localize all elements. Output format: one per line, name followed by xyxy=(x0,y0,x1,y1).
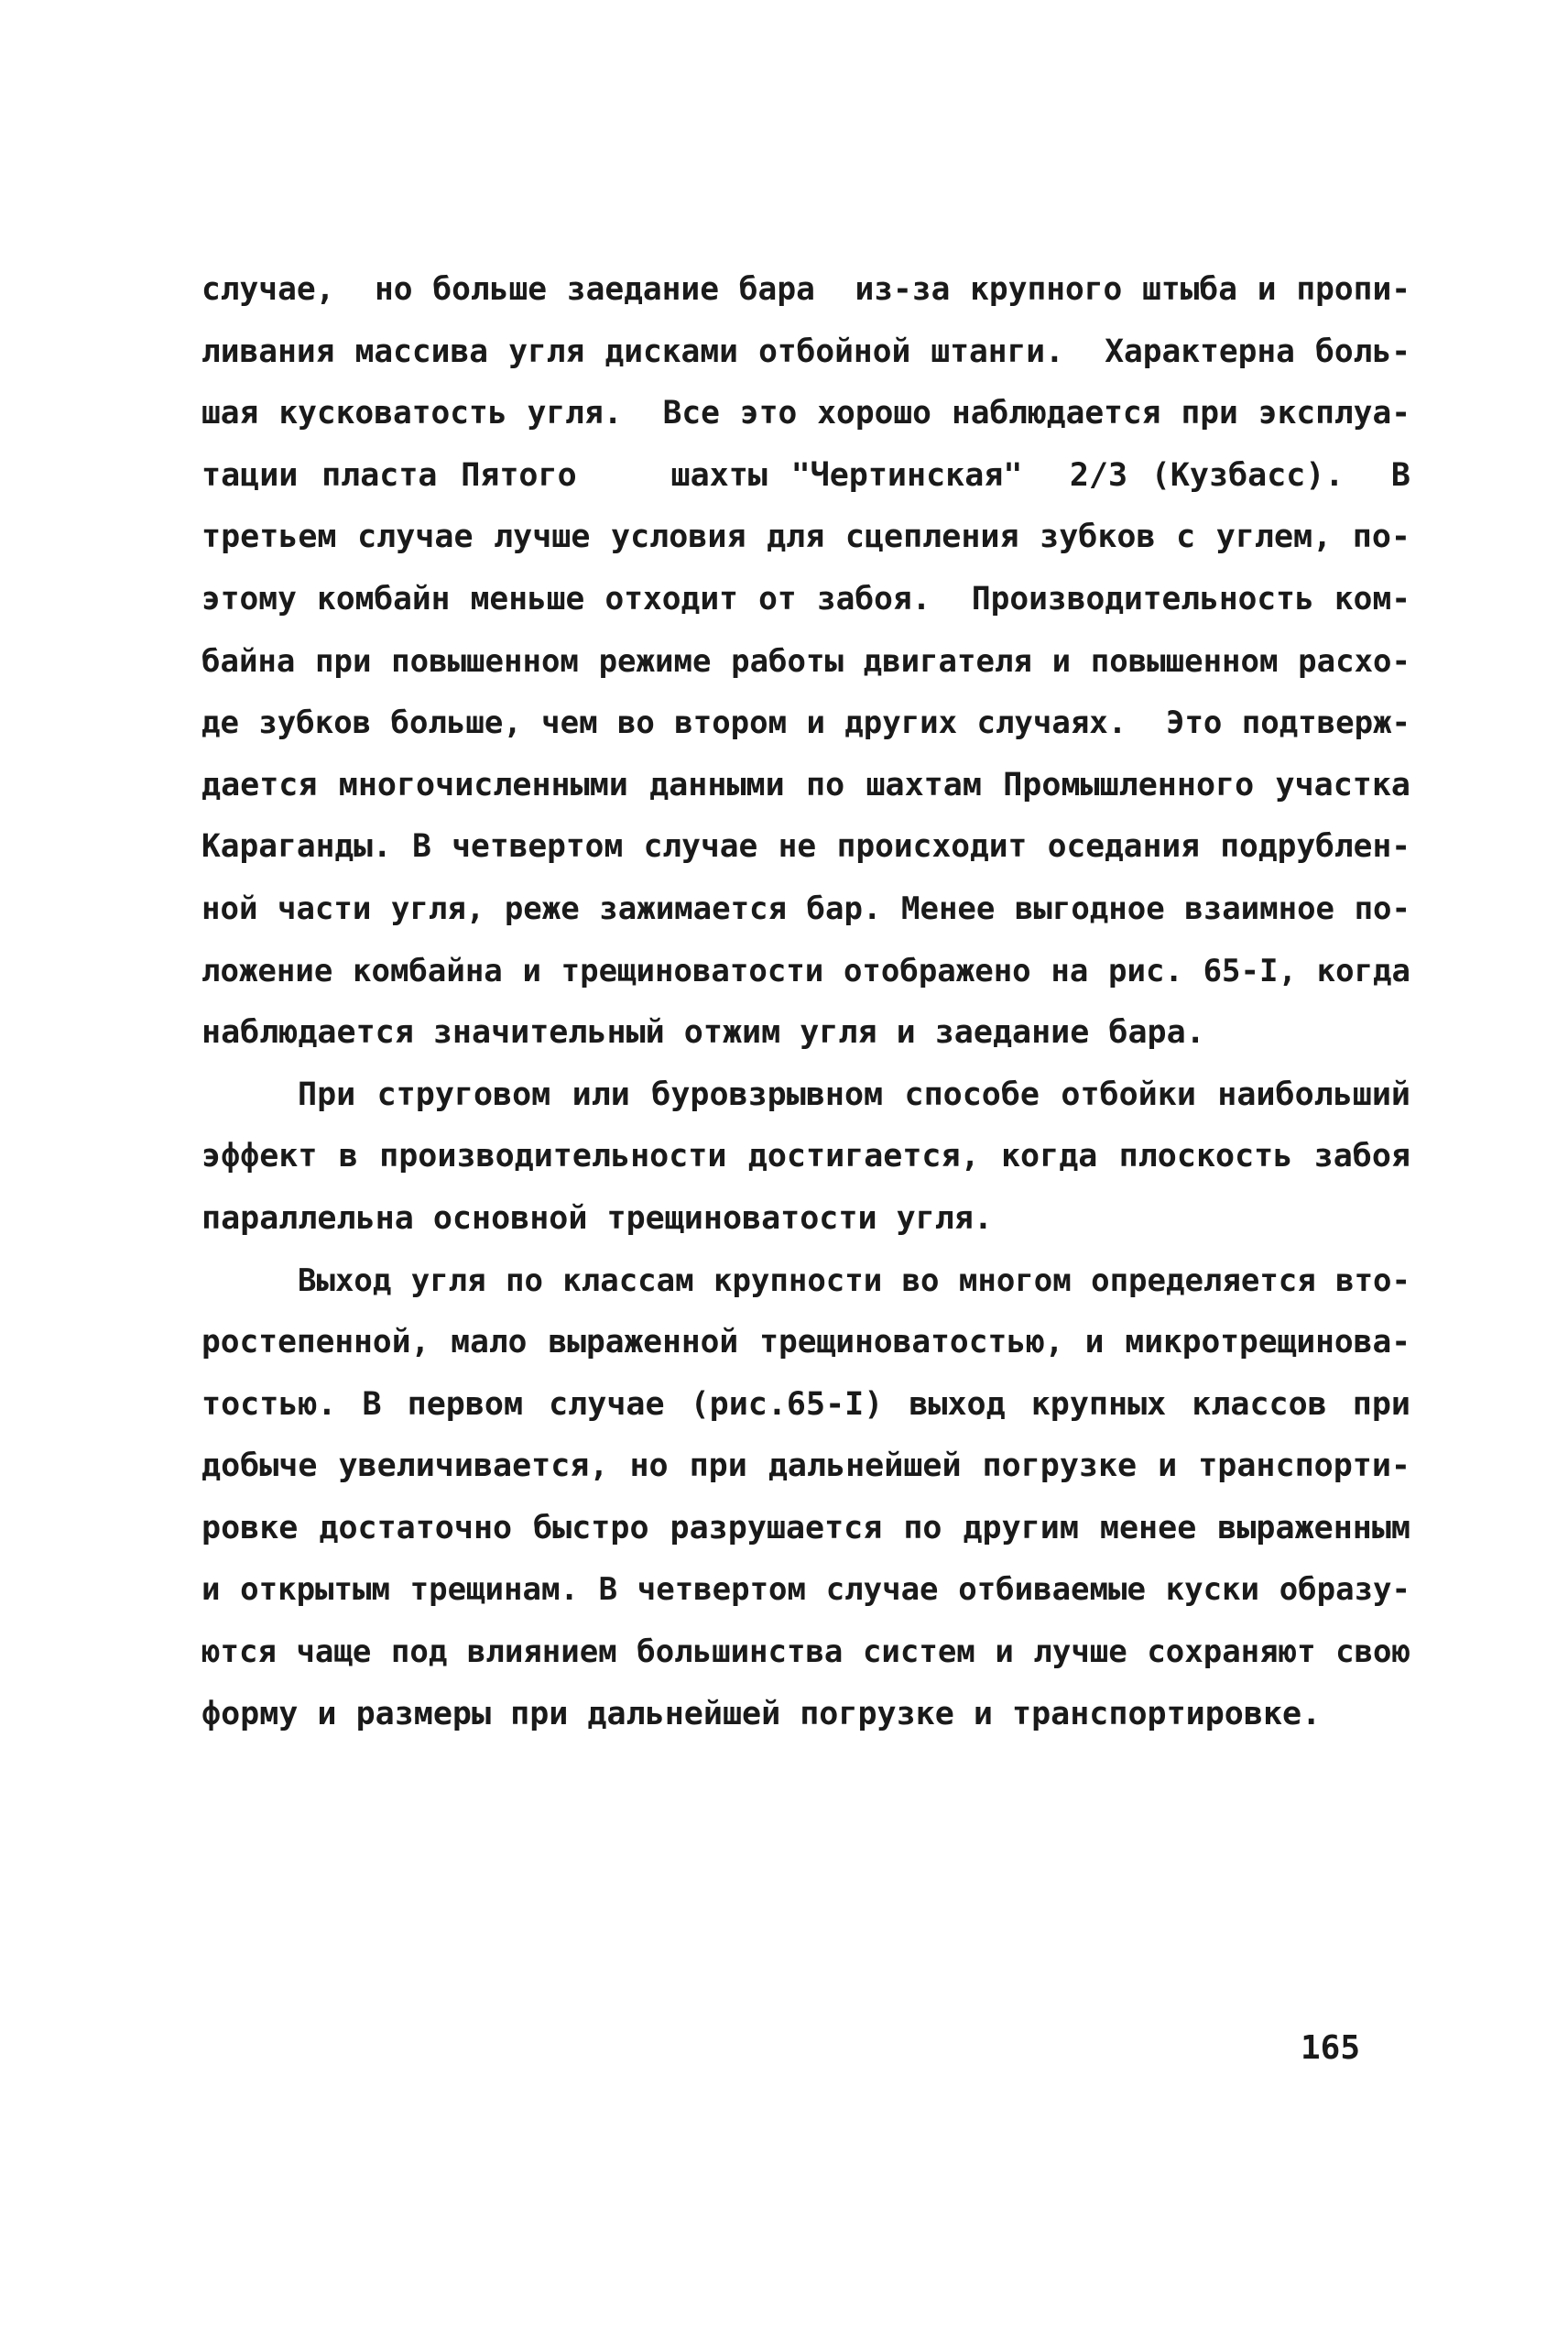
text-line: тостью. В первом случае (рис.65-I) выход крупных классов при xyxy=(201,1385,1410,1423)
text-line: добыче увеличивается, но при дальнейшей погрузке и транспорти- xyxy=(201,1448,1410,1485)
text-line: де зубков больше, чем во втором и других случаях. Это подтверж- xyxy=(201,705,1410,742)
text-line: ной части угля, реже зажимается бар. Менее выгодное взаимное по- xyxy=(201,890,1410,927)
text-line: шая кусковатость угля. Все это хорошо наблюдается при эксплуа- xyxy=(201,395,1410,432)
text-line: тации пласта Пятого шахты "Чертинская" 2/3 (Кузбасс). В xyxy=(201,456,1410,494)
text-line: эффект в производительности достигается, когда плоскость забоя xyxy=(201,1138,1410,1175)
paragraph xyxy=(201,259,1410,1065)
text-line: наблюдается значительный отжим угля и заедание бара. xyxy=(201,1014,1205,1052)
text-line: Караганды. В четвертом случае не происходит оседания подрублен- xyxy=(201,828,1410,866)
body-text xyxy=(201,259,1410,1745)
text-line: байна при повышенном режиме работы двигателя и повышенном расхо- xyxy=(201,642,1410,680)
text-line: третьем случае лучше условия для сцепления зубков с углем, по- xyxy=(201,519,1410,556)
text-line: дается многочисленными данными по шахтам Промышленного участка xyxy=(201,766,1410,803)
text-line: случае, но больше заедание бара из-за крупного штыба и пропи- xyxy=(201,271,1410,308)
paragraph xyxy=(201,1251,1410,1746)
text-line: ются чаще под влиянием большинства систем и лучше сохраняют свою xyxy=(201,1633,1410,1671)
text-line: Выход угля по классам крупности во многом определяется вто- xyxy=(298,1262,1410,1299)
text-line: ложение комбайна и трещиноватости отображено на рис. 65-I, когда xyxy=(201,952,1410,989)
text-line: параллельна основной трещиноватости угля. xyxy=(201,1199,993,1237)
text-line: При струговом или буровзрывном способе отбойки наибольший xyxy=(298,1076,1410,1113)
text-line: этому комбайн меньше отходит от забоя. Производительность ком- xyxy=(201,580,1410,617)
text-line: ровке достаточно быстро разрушается по другим менее выраженным xyxy=(201,1509,1410,1546)
text-line: ростепенной, мало выраженной трещиноватостью, и микротрещинова- xyxy=(201,1324,1410,1361)
page-number: 165 xyxy=(1301,2029,1361,2067)
text-line: и открытым трещинам. В четвертом случае отбиваемые куски образу- xyxy=(201,1571,1410,1609)
paragraph xyxy=(201,1065,1410,1251)
text-line: ливания массива угля дисками отбойной штанги. Характерна боль- xyxy=(201,333,1410,370)
text-line: форму и размеры при дальнейшей погрузке и транспортировке. xyxy=(201,1695,1322,1732)
